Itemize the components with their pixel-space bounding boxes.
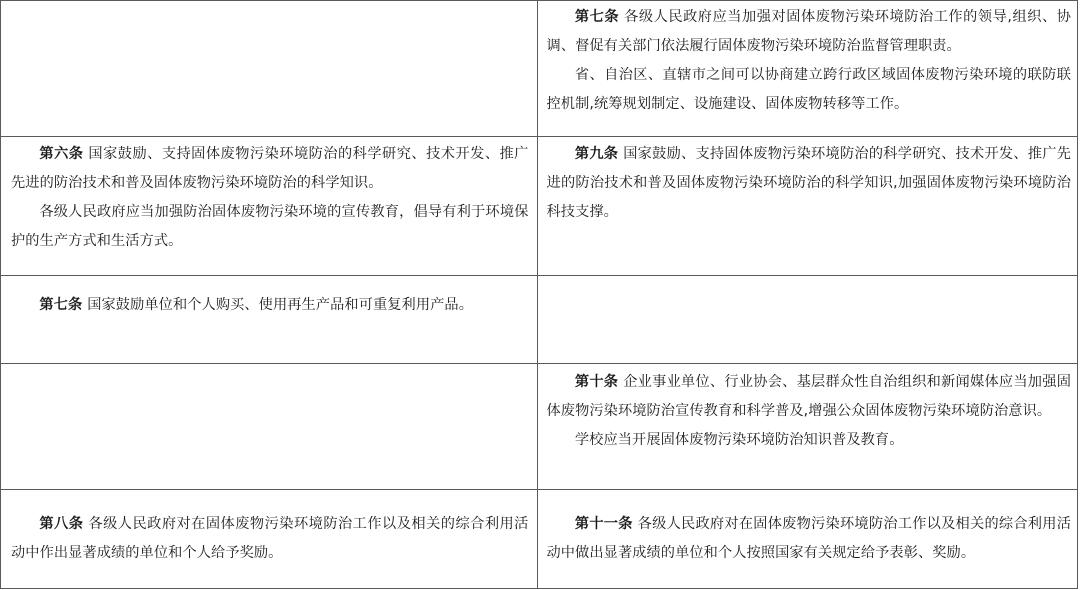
old-law-cell: [1, 137, 538, 275]
article-text: 各级人民政府对在固体废物污染环境防治工作以及相关的综合利用活动中做出显著成绩的单位和个人按照国家有关规定给予表彰、奖励。: [546, 516, 1071, 561]
article-text: 国家鼓励、支持固体废物污染环境防治的科学研究、技术开发、推广先进的防治技术和普及固体废物污染环境防治的科学知识,加强固体废物污染环境防治科技支撑。: [546, 146, 1071, 220]
old-law-cell: [1, 490, 538, 588]
old-law-cell: [1, 276, 538, 363]
table-row: [1, 364, 1078, 490]
law-paragraph: [547, 426, 1072, 455]
article-number: 第七条: [574, 9, 620, 25]
new-law-cell: [538, 490, 1079, 588]
article-text: 各级人民政府应当加强防治固体废物污染环境的宣传教育，倡导有利于环境保护的生产方式和生活方式。: [11, 204, 529, 249]
new-law-cell: [538, 1, 1079, 136]
article-text: 国家鼓励单位和个人购买、使用再生产品和可重复利用产品。: [87, 297, 473, 313]
article-text: 各级人民政府应当加强对固体废物污染环境防治工作的领导,组织、协调、督促有关部门依法履行固体废物污染环境防治监督管理职责。: [546, 9, 1071, 54]
table-row: [1, 1, 1078, 137]
article-number: 第八条: [39, 516, 84, 532]
law-paragraph: [11, 510, 529, 568]
old-law-cell: [1, 1, 538, 136]
law-paragraph: [11, 140, 529, 198]
new-law-cell: [538, 137, 1079, 275]
table-row: [1, 137, 1078, 276]
article-number: 第七条: [39, 297, 83, 313]
article-text: 企业事业单位、行业协会、基层群众性自治组织和新闻媒体应当加强固体废物污染环境防治宣传教育和科学普及,增强公众固体废物污染环境防治意识。: [546, 374, 1071, 419]
article-number: 第六条: [39, 146, 84, 162]
law-paragraph: [547, 368, 1072, 426]
law-paragraph: [547, 510, 1072, 568]
article-text: 学校应当开展固体废物污染环境防治知识普及教育。: [574, 432, 904, 448]
old-law-cell: [1, 364, 538, 489]
table-row: [1, 276, 1078, 364]
article-number: 第十一条: [574, 516, 633, 532]
article-text: 各级人民政府对在固体废物污染环境防治工作以及相关的综合利用活动中作出显著成绩的单位和个人给予奖励。: [11, 516, 529, 561]
table-row: [1, 490, 1078, 589]
article-text: 省、自治区、直辖市之间可以协商建立跨行政区域固体废物污染环境的联防联控机制,统筹规划制定、设施建设、固体废物转移等工作。: [546, 67, 1071, 112]
article-text: 国家鼓励、支持固体废物污染环境防治的科学研究、技术开发、推广先进的防治技术和普及固体废物污染环境防治的科学知识。: [11, 146, 529, 191]
law-paragraph: [547, 140, 1072, 227]
law-paragraph: [547, 3, 1072, 61]
new-law-cell: [538, 276, 1079, 363]
law-paragraph: [547, 61, 1072, 119]
article-number: 第九条: [574, 146, 619, 162]
law-paragraph: [11, 291, 529, 320]
new-law-cell: [538, 364, 1079, 489]
article-number: 第十条: [574, 374, 619, 390]
law-paragraph: [11, 198, 529, 256]
